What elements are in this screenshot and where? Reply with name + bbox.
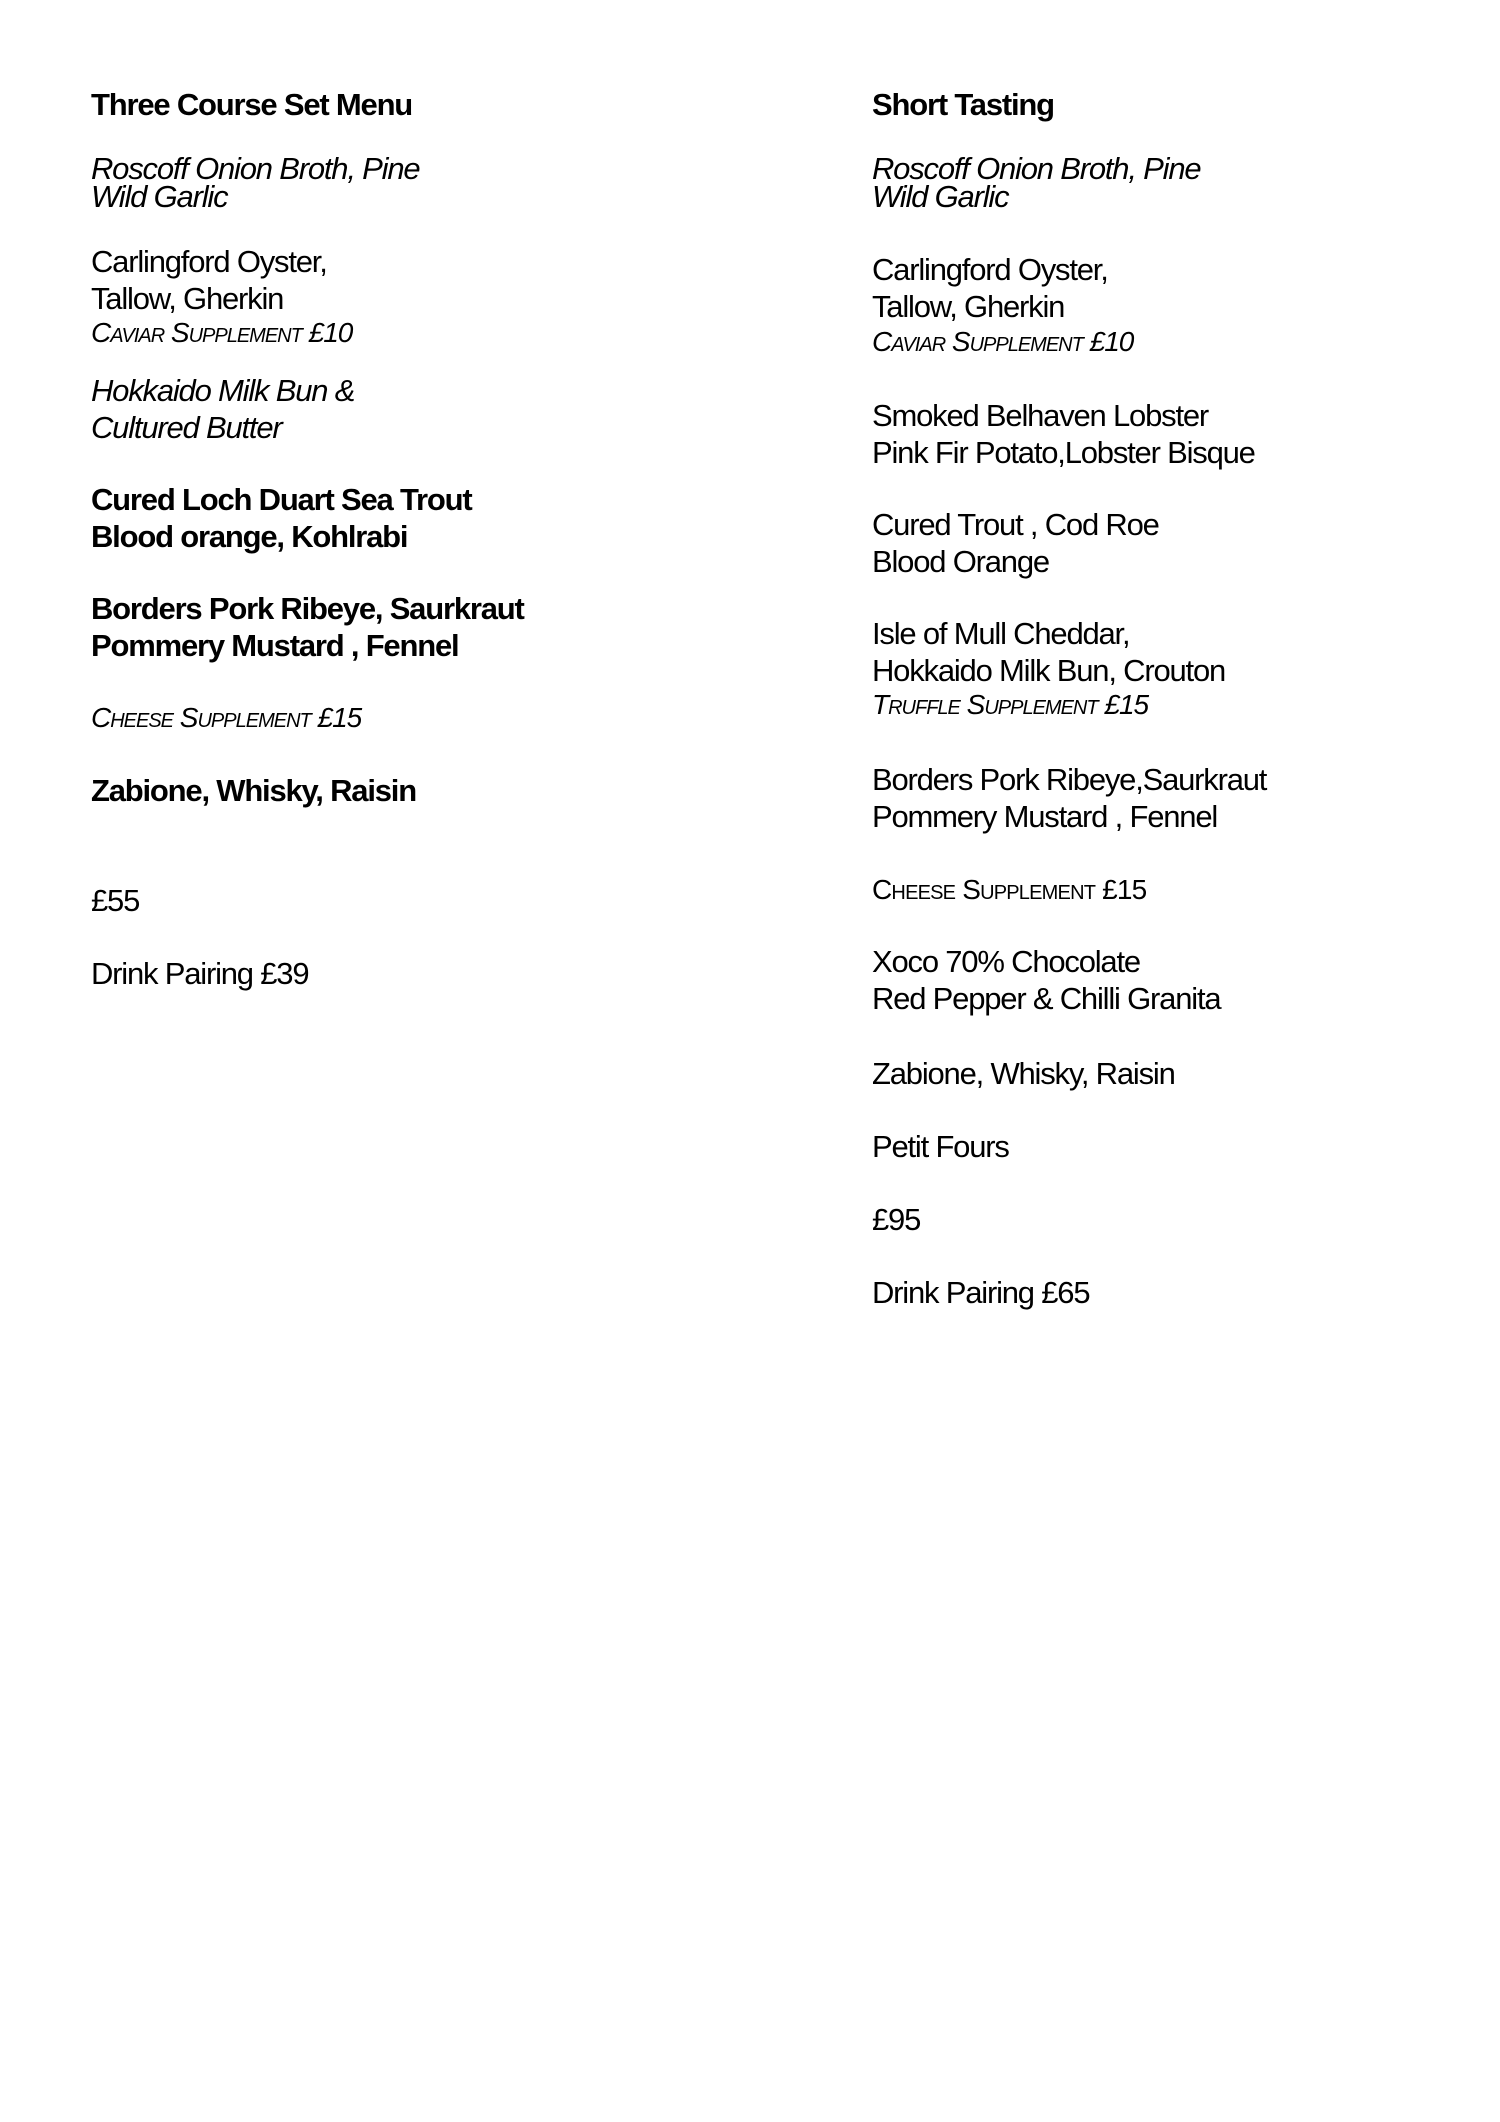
menu-item-line: Pommery Mustard , Fennel (872, 799, 1218, 834)
menu-price: £55 (91, 883, 140, 918)
menu-item-line: Pink Fir Potato,Lobster Bisque (872, 435, 1255, 470)
menu-item-lobster (872, 397, 1255, 471)
menu-item-milk-bun (91, 372, 354, 446)
menu-title: Short Tasting (872, 87, 1054, 122)
caviar-supplement: Caviar Supplement £10 (872, 326, 1134, 357)
menu-item-zabione: Zabione, Whisky, Raisin (91, 773, 416, 808)
menu-item-oyster (91, 243, 327, 317)
menu-item-onion-broth (872, 151, 1201, 214)
menu-item-line: Wild Garlic (91, 179, 228, 214)
menu-item-zabione: Zabione, Whisky, Raisin (872, 1056, 1175, 1091)
menu-price: £95 (872, 1202, 921, 1237)
menu-item-line: Red Pepper & Chilli Granita (872, 981, 1221, 1016)
menu-item-cured-trout (872, 506, 1159, 580)
menu-item-line: Tallow, Gherkin (91, 281, 284, 316)
menu-item-line: Wild Garlic (872, 179, 1009, 214)
menu-item-line: Blood Orange (872, 544, 1049, 579)
menu-item-line: Cured Trout , Cod Roe (872, 507, 1159, 542)
menu-title: Three Course Set Menu (91, 87, 413, 122)
menu-item-line: Carlingford Oyster, (872, 252, 1108, 287)
menu-item-line: Blood orange, Kohlrabi (91, 519, 408, 554)
menu-item-onion-broth (91, 151, 420, 214)
menu-item-line: Tallow, Gherkin (872, 289, 1065, 324)
menu-item-pork-ribeye (91, 590, 524, 664)
cheese-supplement: Cheese Supplement £15 (872, 874, 1147, 905)
menu-item-line: Borders Pork Ribeye,Saurkraut (872, 762, 1267, 797)
menu-item-sea-trout (91, 481, 471, 555)
menu-item-line: Borders Pork Ribeye, Saurkraut (91, 591, 524, 626)
menu-item-line: Roscoff Onion Broth, Pine (91, 151, 420, 186)
menu-item-line: Roscoff Onion Broth, Pine (872, 151, 1201, 186)
menu-item-line: Pommery Mustard , Fennel (91, 628, 459, 663)
menu-item-line: Hokkaido Milk Bun, Crouton (872, 653, 1226, 688)
menu-item-line: Isle of Mull Cheddar, (872, 616, 1130, 651)
menu-item-line: Xoco 70% Chocolate (872, 944, 1140, 979)
caviar-supplement: Caviar Supplement £10 (91, 317, 353, 348)
drink-pairing: Drink Pairing £39 (91, 956, 309, 991)
truffle-supplement: Truffle Supplement £15 (872, 689, 1149, 720)
menu-item-oyster (872, 251, 1108, 325)
menu-item-pork-ribeye (872, 761, 1266, 835)
drink-pairing: Drink Pairing £65 (872, 1275, 1090, 1310)
menu-item-line: Cured Loch Duart Sea Trout (91, 482, 472, 517)
menu-item-line: Cultured Butter (91, 410, 282, 445)
menu-item-line: Hokkaido Milk Bun & (91, 373, 355, 408)
menu-item-petit-fours: Petit Fours (872, 1129, 1009, 1164)
menu-item-chocolate (872, 943, 1220, 1017)
cheese-supplement: Cheese Supplement £15 (91, 702, 362, 733)
menu-item-line: Carlingford Oyster, (91, 244, 327, 279)
menu-item-line: Smoked Belhaven Lobster (872, 398, 1209, 433)
menu-item-cheddar (872, 615, 1225, 689)
